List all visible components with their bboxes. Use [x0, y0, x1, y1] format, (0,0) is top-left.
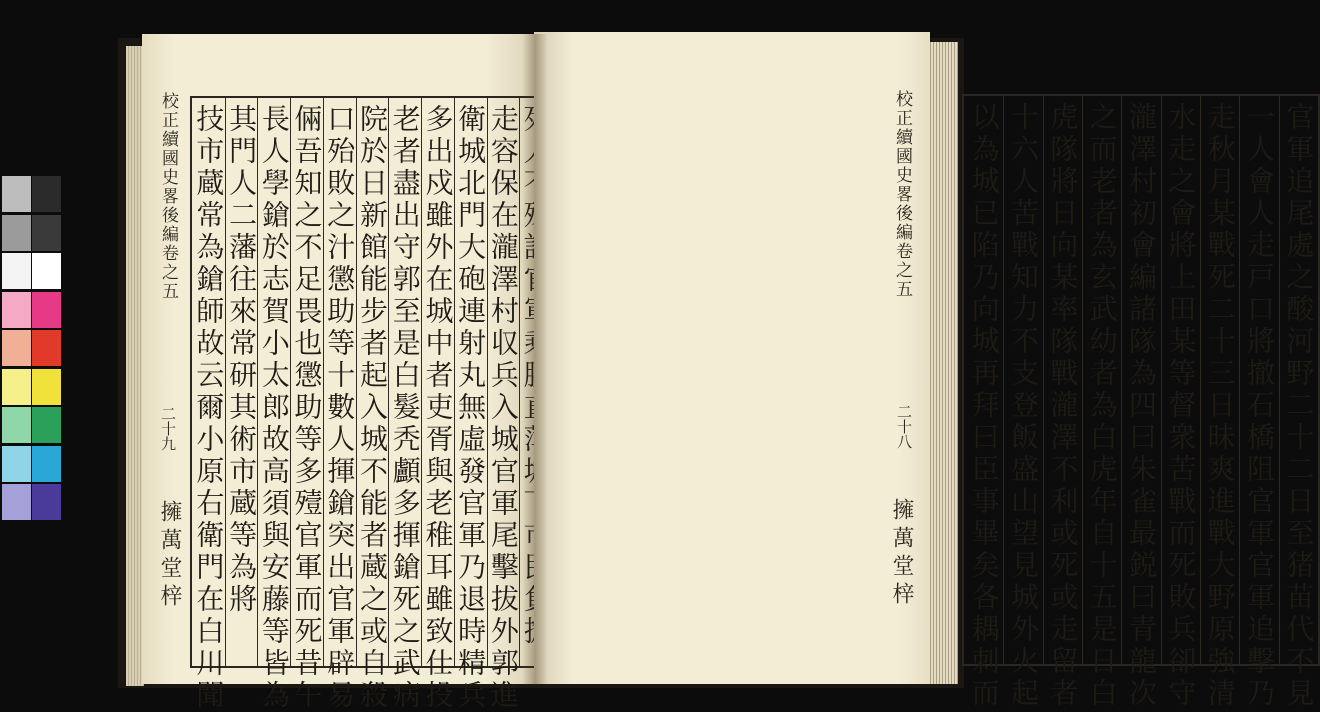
color-swatch — [2, 369, 31, 405]
color-swatch — [2, 446, 31, 482]
right-text-frame — [962, 94, 1320, 710]
right-text-column: 官軍追尾處之酸河野二十二日至猪苗代不見 — [1282, 102, 1316, 710]
left-text-column: 口殆敗之汁懲助等十數人揮鎗突出官軍辟易 — [323, 104, 357, 712]
color-swatch — [32, 369, 61, 405]
right-text-column: 以為城已陷乃向城再拜曰臣事畢矣各耦刺而 — [967, 102, 1001, 710]
right-text-column: 一人會人走戸口將撤石橋阻官軍官軍追擊乃 — [1243, 102, 1276, 710]
left-text-column: 走容保在瀧澤村収兵入城官軍尾擊拔外郭進 — [486, 104, 520, 712]
right-margin-folio: 二十八 — [895, 404, 913, 449]
right-margin-publisher: 擁萬堂梓 — [889, 498, 914, 610]
color-swatch — [32, 176, 61, 212]
column-rule — [1279, 96, 1280, 664]
left-text-column: 長人學鎗於志賀小太郎故高須與安藤等皆為 — [257, 104, 291, 712]
color-swatch — [2, 330, 31, 366]
book-gutter — [522, 34, 548, 684]
color-calibration-chart — [0, 176, 62, 524]
left-text-column: 其門人二藩往來常研其術市蔵等為將 — [225, 104, 259, 616]
color-swatch — [32, 292, 61, 328]
right-text-column: 走秋月某戰死二十三日昧爽進戰大野原強清 — [1203, 102, 1237, 710]
left-margin-publisher: 擁萬堂梓 — [157, 500, 182, 612]
left-text-frame — [190, 96, 554, 712]
color-swatch — [2, 253, 31, 289]
color-swatch — [2, 292, 31, 328]
left-page — [142, 34, 542, 712]
open-book — [112, 28, 1316, 712]
color-swatch — [32, 330, 61, 366]
color-swatch — [2, 407, 31, 443]
column-rule — [1161, 96, 1162, 664]
right-text-column: 十六人苦戰知力不支登飯盛山望見城外火起 — [1007, 102, 1040, 710]
column-rule — [1082, 96, 1083, 664]
left-text-column: 多出戍雖外在城中者吏胥與老稚耳雖致仕投 — [421, 104, 455, 712]
color-swatch — [32, 215, 61, 251]
color-swatch — [32, 446, 61, 482]
right-page — [534, 32, 1316, 710]
column-rule — [1043, 96, 1044, 664]
column-rule — [1200, 96, 1201, 664]
left-text-column: 技市蔵常為鎗師故云爾小原右衛門在白川聞 — [192, 104, 226, 712]
right-margin-title: 校正續國史畧後編卷之五 — [892, 90, 912, 299]
left-text-column: 倆吾知之不足畏也懲助等多殪官軍而死昔午 — [290, 104, 324, 712]
column-rule — [1239, 96, 1240, 664]
color-swatch — [2, 215, 31, 251]
left-margin-title: 校正續國史畧後編卷之五 — [158, 92, 178, 301]
color-swatch — [32, 253, 61, 289]
left-text-column: 老者盡出守郭至是白髮秃顱多揮鎗死之武病 — [388, 104, 422, 712]
color-swatch — [2, 176, 31, 212]
right-text-column: 水走之會將上田某等督衆苦戰而死敗兵卻守 — [1164, 102, 1198, 710]
right-text-column: 虎隊將日向某率隊戰瀧澤不利或死或走留者 — [1046, 102, 1080, 710]
column-rule — [1121, 96, 1122, 664]
page-block-right — [928, 42, 958, 684]
right-text-column: 之而老者為玄武幼者為白虎年自十五是日白 — [1085, 102, 1119, 710]
left-text-column: 院於日新館能步者起入城不能者蔵之或自殺 — [356, 104, 389, 712]
left-text-column: 衛城北門大砲連射丸無虛發官軍乃退時精兵 — [454, 104, 488, 712]
color-swatch — [2, 484, 31, 520]
right-text-column: 瀧澤村初會編諸隊為四曰朱雀最鋭曰青龍次 — [1125, 102, 1158, 710]
color-swatch — [32, 484, 61, 520]
column-rule — [1003, 96, 1004, 664]
left-margin-folio: 二十九 — [159, 406, 177, 451]
color-swatch — [32, 407, 61, 443]
